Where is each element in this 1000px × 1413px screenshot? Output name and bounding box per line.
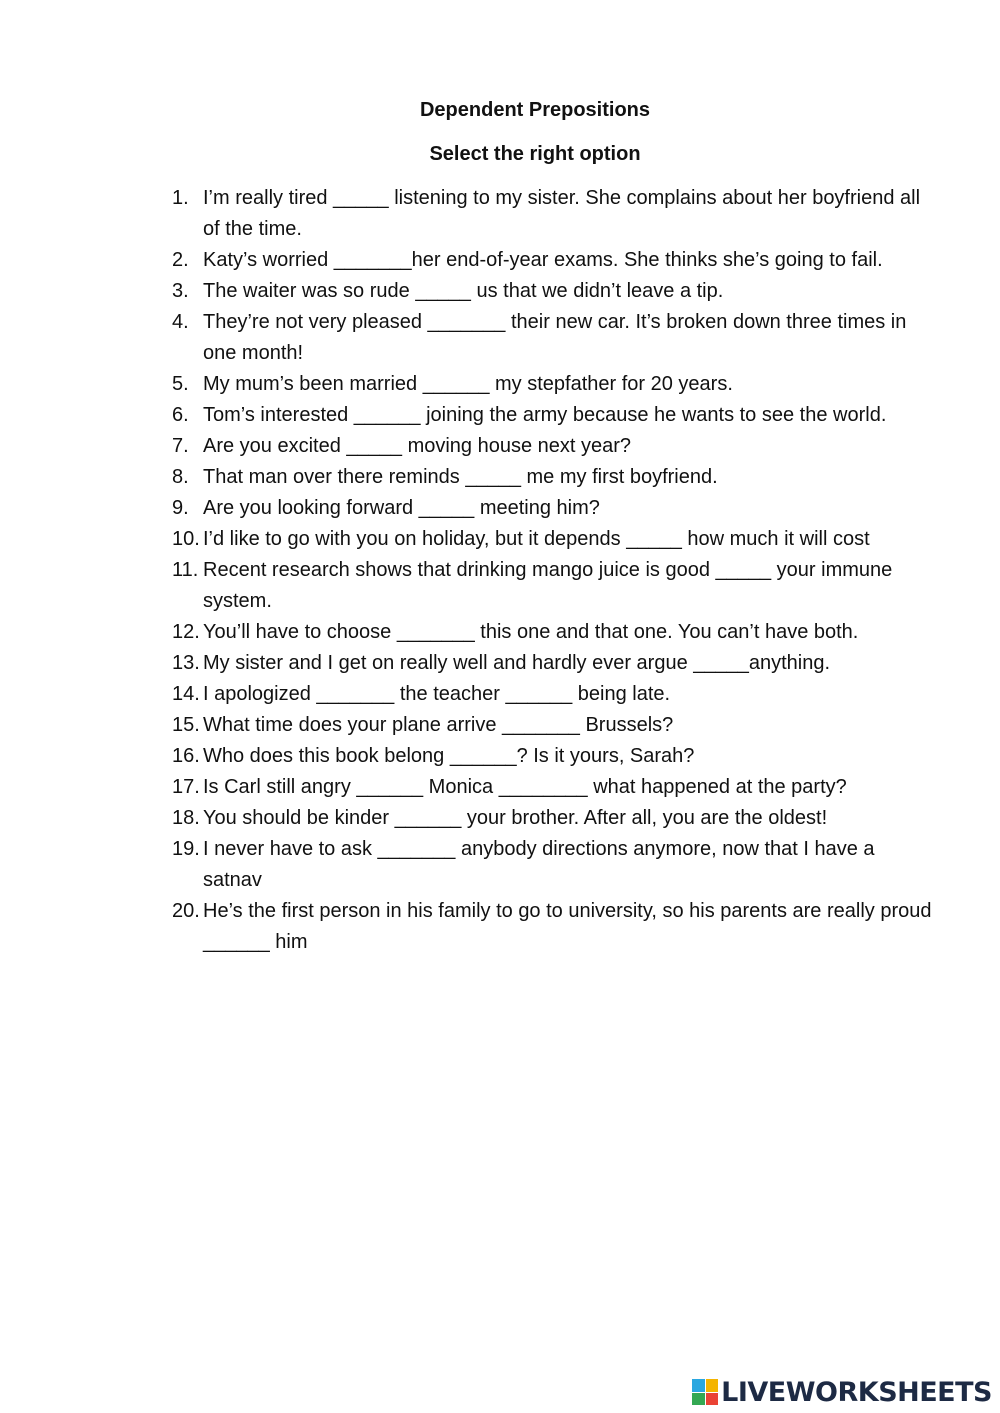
question-number: 9. — [172, 497, 189, 519]
question-text: My sister and I get on really well and hardly ever argue _____anything. — [203, 652, 831, 674]
question-item — [172, 555, 932, 617]
logo-text: LIVEWORKSHEETS — [721, 1376, 992, 1408]
question-item — [172, 183, 932, 245]
question-number: 10. — [172, 528, 200, 550]
question-text: I apologized _______ the teacher ______ being late. — [203, 683, 671, 705]
question-item — [172, 307, 932, 369]
question-number: 6. — [172, 404, 189, 426]
question-item — [172, 276, 932, 307]
question-number: 5. — [172, 373, 189, 395]
question-number: 13. — [172, 652, 200, 674]
question-item — [172, 803, 932, 834]
worksheet-title: Dependent Prepositions — [419, 99, 651, 121]
question-item — [172, 679, 932, 710]
question-item — [172, 245, 932, 276]
question-item — [172, 896, 938, 958]
question-text: They’re not very pleased _______ their new car. It’s broken down three times in one month! — [203, 311, 912, 364]
question-number: 15. — [172, 714, 200, 736]
question-item — [172, 400, 932, 431]
question-text: I never have to ask _______ anybody directions anymore, now that I have a satnav — [203, 838, 881, 891]
question-text: Is Carl still angry ______ Monica ________ what happened at the party? — [203, 776, 847, 798]
question-number: 11. — [172, 559, 199, 581]
question-number: 16. — [172, 745, 200, 767]
question-text: My mum’s been married ______ my stepfather for 20 years. — [203, 373, 733, 395]
liveworksheets-logo-icon — [692, 1379, 718, 1405]
question-number: 4. — [172, 311, 189, 333]
worksheet-subtitle: Select the right option — [429, 143, 641, 165]
question-text: You should be kinder ______ your brother. After all, you are the oldest! — [203, 807, 828, 829]
question-text: The waiter was so rude _____ us that we didn’t leave a tip. — [203, 280, 724, 302]
question-item — [172, 648, 932, 679]
question-number: 20. — [172, 900, 200, 922]
question-item — [172, 834, 932, 896]
liveworksheets-logo — [692, 1377, 992, 1407]
question-item — [172, 431, 932, 462]
question-item — [172, 369, 932, 400]
question-number: 17. — [172, 776, 200, 798]
question-text: I’d like to go with you on holiday, but it depends _____ how much it will cost — [203, 528, 870, 550]
question-list — [172, 183, 938, 958]
question-item — [172, 710, 932, 741]
question-item — [172, 741, 932, 772]
question-text: Katy’s worried _______her end-of-year exams. She thinks she’s going to fail. — [203, 249, 883, 271]
question-number: 14. — [172, 683, 200, 705]
question-text: Are you excited _____ moving house next year? — [203, 435, 632, 457]
question-text: Tom’s interested ______ joining the army because he wants to see the world. — [203, 404, 887, 426]
question-number: 1. — [172, 187, 189, 209]
question-text: Who does this book belong ______? Is it yours, Sarah? — [203, 745, 695, 767]
question-number: 19. — [172, 838, 200, 860]
question-number: 8. — [172, 466, 189, 488]
question-item — [172, 617, 932, 648]
question-number: 18. — [172, 807, 200, 829]
question-text: You’ll have to choose _______ this one and that one. You can’t have both. — [203, 621, 859, 643]
question-number: 2. — [172, 249, 189, 271]
question-text: He’s the first person in his family to go to university, so his parents are really proud ______ him — [203, 900, 938, 953]
question-text: That man over there reminds _____ me my first boyfriend. — [203, 466, 718, 488]
question-number: 7. — [172, 435, 189, 457]
question-number: 3. — [172, 280, 189, 302]
question-text: I’m really tired _____ listening to my sister. She complains about her boyfriend all of the time. — [203, 187, 926, 240]
question-item — [172, 772, 932, 803]
question-item — [172, 462, 932, 493]
question-item — [172, 493, 932, 524]
question-text: Are you looking forward _____ meeting him? — [203, 497, 600, 519]
question-text: Recent research shows that drinking mango juice is good _____ your immune system. — [203, 559, 898, 612]
question-text: What time does your plane arrive _______ Brussels? — [203, 714, 674, 736]
question-item — [172, 524, 932, 555]
question-number: 12. — [172, 621, 200, 643]
